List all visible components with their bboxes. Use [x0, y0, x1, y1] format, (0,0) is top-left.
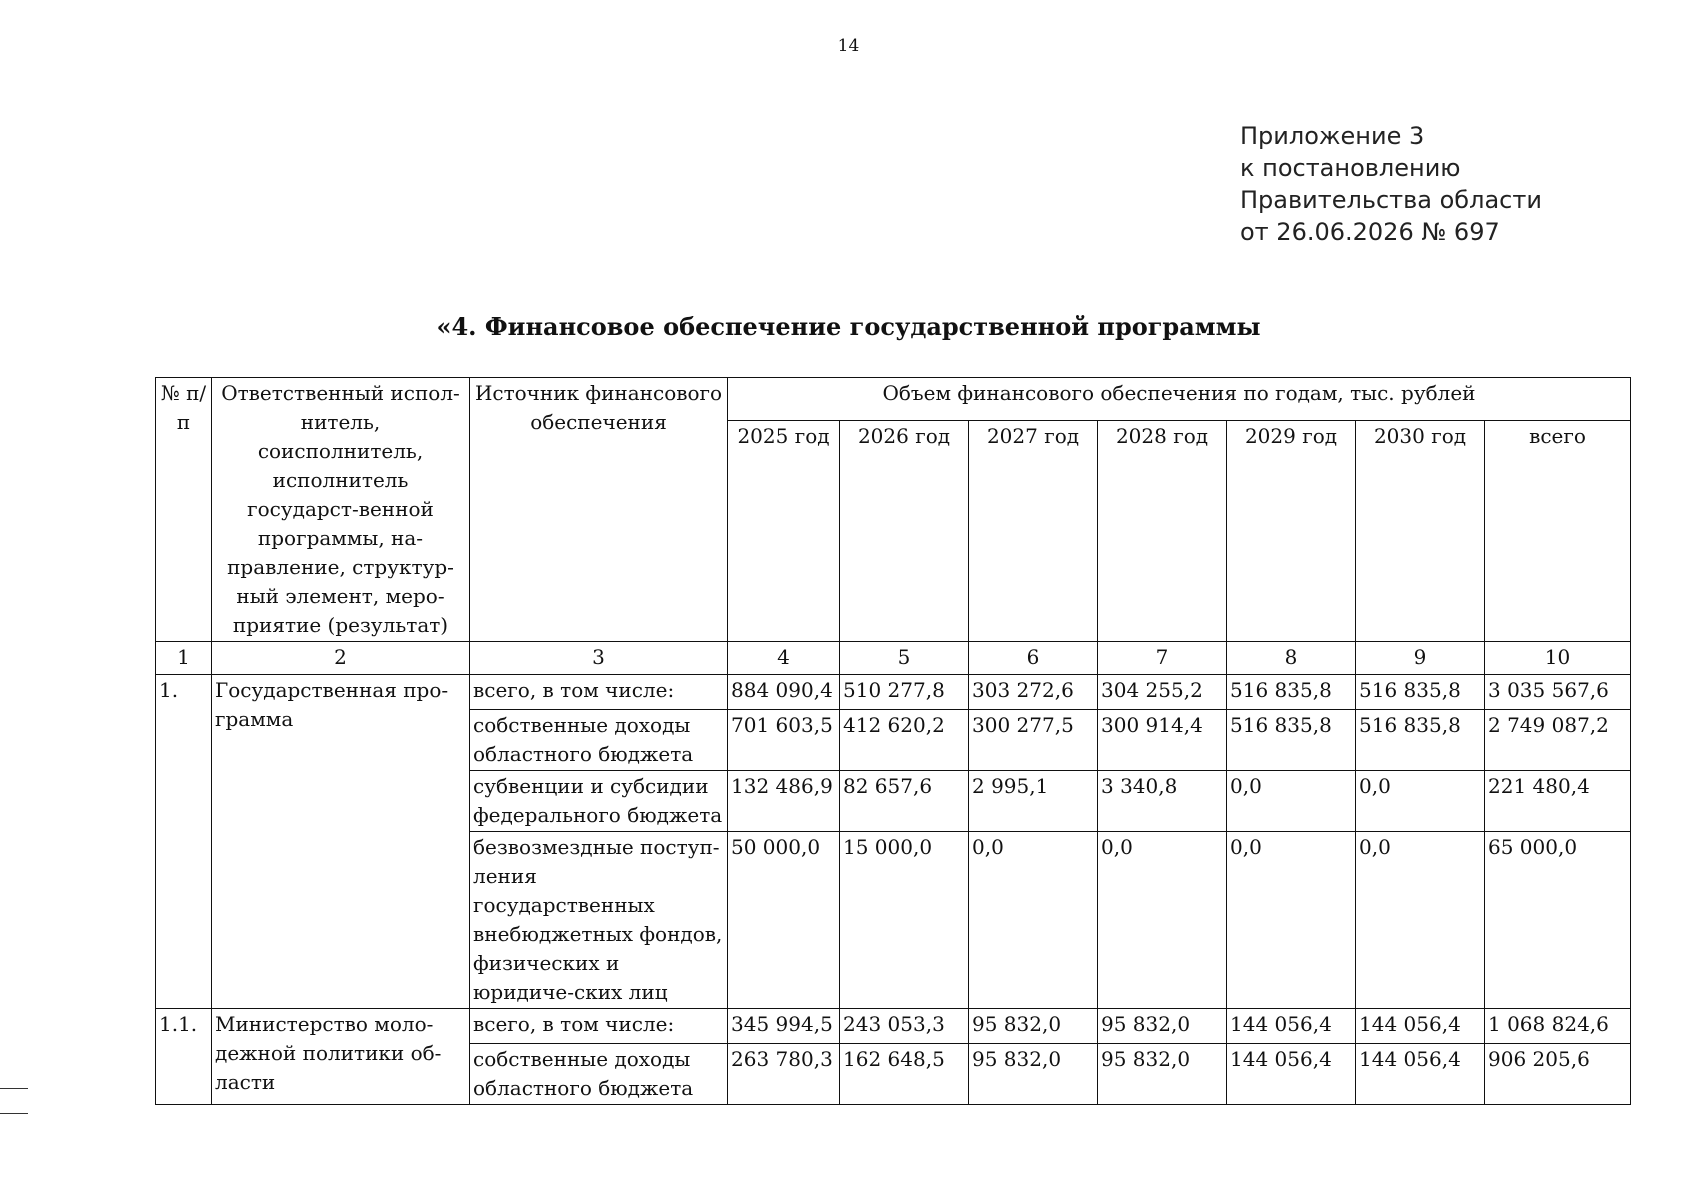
value-cell: 412 620,2: [840, 710, 969, 771]
value-cell: 300 914,4: [1098, 710, 1227, 771]
value-cell: 221 480,4: [1485, 771, 1631, 832]
column-number: 6: [969, 642, 1098, 675]
value-cell: 2 995,1: [969, 771, 1098, 832]
value-cell: 95 832,0: [969, 1009, 1098, 1044]
value-cell: 345 994,5: [728, 1009, 840, 1044]
value-cell: 516 835,8: [1356, 675, 1485, 710]
table-row: [156, 1009, 1631, 1044]
value-cell: 0,0: [1356, 771, 1485, 832]
document-title: «4. Финансовое обеспечение государственной программы: [436, 312, 1261, 341]
value-cell: 516 835,8: [1227, 675, 1356, 710]
column-number: 5: [840, 642, 969, 675]
header-total: всего: [1485, 420, 1631, 641]
row-source: всего, в том числе:: [470, 675, 728, 710]
header-source: Источник финансового обеспечения: [470, 378, 728, 642]
value-cell: 510 277,8: [840, 675, 969, 710]
row-source: собственные доходы областного бюджета: [470, 1044, 728, 1105]
value-cell: 95 832,0: [1098, 1044, 1227, 1105]
value-cell: 884 090,4: [728, 675, 840, 710]
header-year: 2028 год: [1098, 420, 1227, 641]
value-cell: 2 749 087,2: [1485, 710, 1631, 771]
margin-mark: [0, 1088, 28, 1089]
value-cell: 95 832,0: [969, 1044, 1098, 1105]
header-year: 2030 год: [1356, 420, 1485, 641]
row-source: безвозмездные поступ-ления государственных внебюджетных фондов, физических и юридиче-ских лиц: [470, 832, 728, 1009]
value-cell: 3 035 567,6: [1485, 675, 1631, 710]
value-cell: 0,0: [1227, 771, 1356, 832]
value-cell: 243 053,3: [840, 1009, 969, 1044]
header-volume: Объем финансового обеспечения по годам, тыс. рублей: [728, 378, 1631, 421]
column-number: 7: [1098, 642, 1227, 675]
header-year: 2027 год: [969, 420, 1098, 641]
appendix-block: [1240, 120, 1542, 248]
value-cell: 144 056,4: [1356, 1044, 1485, 1105]
appendix-line: от 26.06.2026 № 697: [1240, 218, 1500, 246]
value-cell: 0,0: [1356, 832, 1485, 1009]
column-number: 1: [156, 642, 212, 675]
value-cell: 0,0: [1098, 832, 1227, 1009]
column-number: 3: [470, 642, 728, 675]
financing-table: [155, 377, 1631, 1105]
value-cell: 95 832,0: [1098, 1009, 1227, 1044]
row-source: субвенции и субсидии федерального бюджета: [470, 771, 728, 832]
value-cell: 3 340,8: [1098, 771, 1227, 832]
appendix-line: Правительства области: [1240, 186, 1542, 214]
value-cell: 516 835,8: [1227, 710, 1356, 771]
value-cell: 701 603,5: [728, 710, 840, 771]
table-row: [156, 675, 1631, 710]
row-number: 1.: [156, 675, 212, 1009]
value-cell: 144 056,4: [1356, 1009, 1485, 1044]
page-number: 14: [837, 36, 860, 56]
row-executor: Государственная про-грамма: [212, 675, 470, 1009]
appendix-line: к постановлению: [1240, 154, 1461, 182]
margin-mark: [0, 1113, 28, 1114]
value-cell: 516 835,8: [1356, 710, 1485, 771]
column-number: 9: [1356, 642, 1485, 675]
header-year: 2025 год: [728, 420, 840, 641]
value-cell: 263 780,3: [728, 1044, 840, 1105]
value-cell: 304 255,2: [1098, 675, 1227, 710]
value-cell: 144 056,4: [1227, 1009, 1356, 1044]
row-number: 1.1.: [156, 1009, 212, 1105]
value-cell: 0,0: [969, 832, 1098, 1009]
header-year: 2029 год: [1227, 420, 1356, 641]
header-year: 2026 год: [840, 420, 969, 641]
header-executor: Ответственный испол-нитель, соисполнитель, исполнитель государст-венной программы, на-правление, структур-ный элемент, меро-приятие (результат): [212, 378, 470, 642]
value-cell: 50 000,0: [728, 832, 840, 1009]
column-number: 4: [728, 642, 840, 675]
value-cell: 300 277,5: [969, 710, 1098, 771]
value-cell: 132 486,9: [728, 771, 840, 832]
row-source: собственные доходы областного бюджета: [470, 710, 728, 771]
value-cell: 906 205,6: [1485, 1044, 1631, 1105]
value-cell: 162 648,5: [840, 1044, 969, 1105]
row-source: всего, в том числе:: [470, 1009, 728, 1044]
value-cell: 82 657,6: [840, 771, 969, 832]
appendix-line: Приложение 3: [1240, 122, 1425, 150]
header-num: № п/п: [156, 378, 212, 642]
column-number: 10: [1485, 642, 1631, 675]
row-executor: Министерство моло-дежной политики об-ласти: [212, 1009, 470, 1105]
value-cell: 15 000,0: [840, 832, 969, 1009]
value-cell: 144 056,4: [1227, 1044, 1356, 1105]
column-number: 2: [212, 642, 470, 675]
value-cell: 65 000,0: [1485, 832, 1631, 1009]
value-cell: 0,0: [1227, 832, 1356, 1009]
value-cell: 1 068 824,6: [1485, 1009, 1631, 1044]
value-cell: 303 272,6: [969, 675, 1098, 710]
column-number: 8: [1227, 642, 1356, 675]
